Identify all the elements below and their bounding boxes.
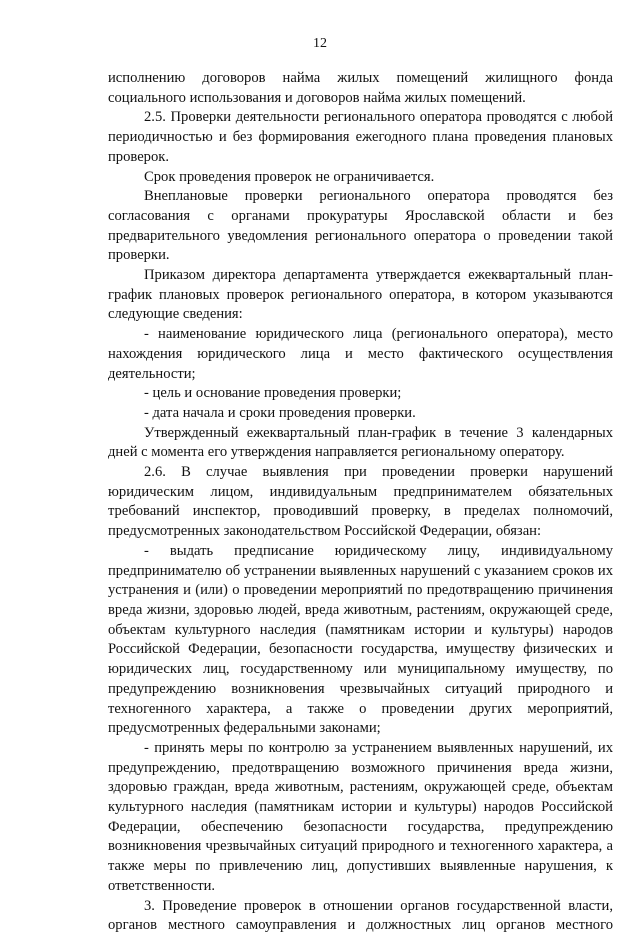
paragraph-schedule-sent: Утвержденный ежеквартальный план-график в течение 3 календарных дней с момента его утверждения направляется региональному оператору.	[108, 424, 613, 461]
paragraph-unscheduled-checks: Внеплановые проверки регионального оператора проводятся без согласования с органами прокуратуры Ярославской области и без предварительного уведомления регионального оператора о проведении такой проверки.	[108, 188, 613, 264]
page-number: 12	[313, 36, 327, 51]
paragraph-2-6: 2.6. В случае выявления при проведении проверки нарушений юридическим лицом, индивидуальным предпринимателем обязательных требований инспектор, проводивший проверку, в пределах полномочий, предусмотренных законодательством Российской Федерации, обязан:	[108, 464, 613, 540]
paragraph-3: 3. Проведение проверок в отношении органов государственной власти, органов местного самоуправления и должностных лиц органов местного	[108, 897, 613, 934]
list-item-dates: - дата начала и сроки проведения проверки.	[144, 404, 416, 421]
list-item-legal-entity: - наименование юридического лица (регионального оператора), место нахождения юридического лица и место фактического осуществления деятельности;	[108, 326, 613, 382]
list-item-issue-order: - выдать предписание юридическому лицу, индивидуальному предпринимателю об устранении выявленных нарушений с указанием сроков их устранения и (или) о проведении мероприятий по предотвращению причинения вреда жизни, здоровью людей, вреда животным, растениям, окружающей среде, объектам культурного наследия (памятникам истории и культуры) народов Российской Федерации, безопасности государства, имуществу физических и юридических лиц, государственному или муниципальному имуществу, по предупреждению возникновения чрезвычайных ситуаций природного и техногенного характера, а также о проведении других мероприятий, предусмотренных федеральными законами;	[108, 542, 613, 737]
list-item-take-measures: - принять меры по контролю за устранением выявленных нарушений, их предупреждению, предотвращению возможного причинения вреда жизни, здоровью граждан, вреда животным, растениям, окружающей среде, объектам культурного наследия (памятникам истории и культуры) народов Российской Федерации, обеспечению безопасности государства, предупреждению возникновения чрезвычайных ситуаций природного и техногенного характера, а также меры по привлечению лиц, допустивших выявленные нарушения, к ответственности.	[108, 739, 613, 894]
paragraph-term: Срок проведения проверок не ограничивается.	[144, 168, 435, 185]
paragraph-2-5: 2.5. Проверки деятельности регионального оператора проводятся с любой периодичностью и без формирования ежегодного плана проведения плановых проверок.	[108, 109, 613, 165]
paragraph-continuation: исполнению договоров найма жилых помещений жилищного фонда социального использования и договоров найма жилых помещений.	[108, 70, 613, 106]
list-item-purpose: - цель и основание проведения проверки;	[144, 385, 402, 402]
document-body	[108, 69, 613, 936]
paragraph-schedule-order: Приказом директора департамента утверждается ежеквартальный план-график плановых проверок регионального оператора, в котором указываются следующие сведения:	[108, 267, 613, 323]
